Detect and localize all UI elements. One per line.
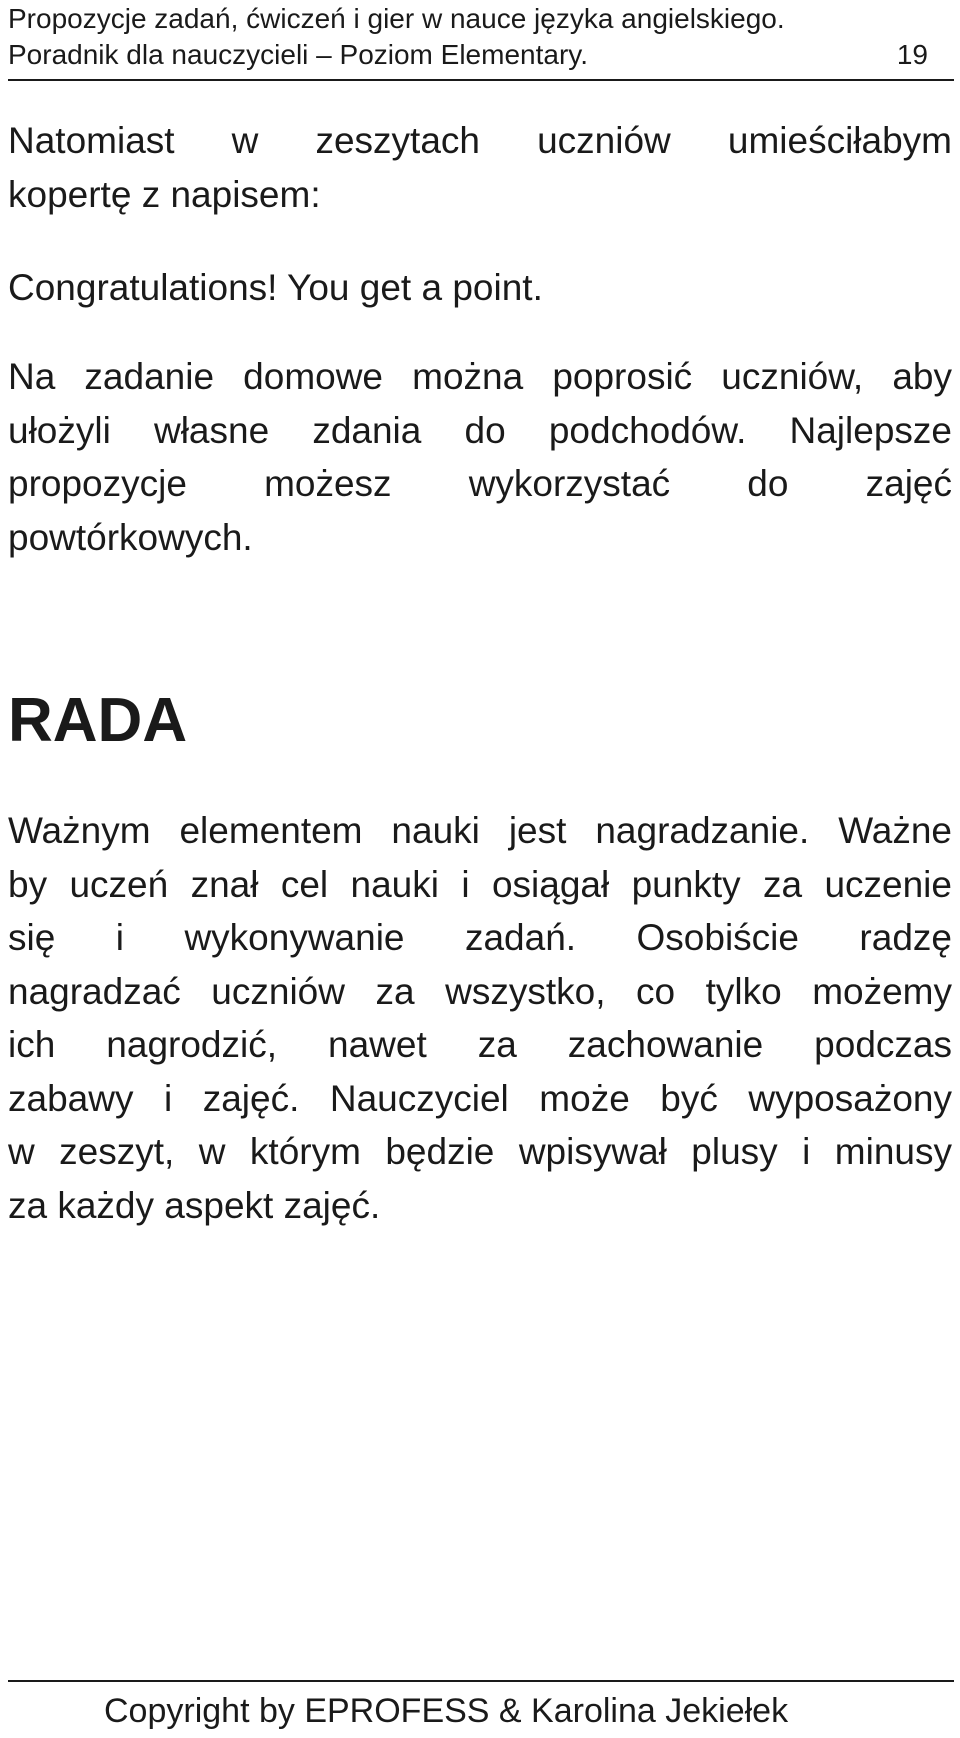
text-line: Congratulations! You get a point. [8,267,543,308]
text-line: za każdy aspekt zajęć. [8,1184,381,1226]
paragraph-congratulations [8,261,952,315]
paragraph-envelope [8,114,952,221]
text-line: propozycje możesz wykorzystać do zajęć [8,463,952,504]
text-line: kopertę z napisem: [8,173,321,215]
text-line: Ważnym elementem nauki jest nagradzanie. Ważne [8,810,952,851]
header-title-line-1: Propozycje zadań, ćwiczeń i gier w nauce języka angielskiego. [8,3,785,34]
text-line: powtórkowych. [8,516,253,558]
page-footer [8,1680,954,1738]
text-line: się i wykonywanie zadań. Osobiście radzę [8,917,952,958]
text-line: ułożyli własne zdania do podchodów. Najlepsze [8,409,952,451]
text-line: nagradzać uczniów za wszystko, co tylko możemy [8,970,952,1012]
text-line: w zeszyt, w którym będzie wpisywał plusy i minusy [8,1131,952,1172]
page-header [8,0,954,81]
paragraph-homework [8,350,952,564]
header-title-line-2: Poradnik dla nauczycieli – Poziom Elementary. [8,39,588,70]
text-line: Na zadanie domowe można poprosić uczniów, aby [8,356,952,397]
paragraph-rada [8,804,952,1232]
text-line: ich nagrodzić, nawet za zachowanie podczas [8,1024,952,1065]
text-line: by uczeń znał cel nauki i osiągał punkty za uczenie [8,863,952,905]
copyright-notice: Copyright by EPROFESS & Karolina Jekiełek [104,1692,789,1730]
text-line: zabawy i zajęć. Nauczyciel może być wyposażony [8,1077,952,1119]
text-line: Natomiast w zeszytach uczniów umieściłabym [8,120,952,161]
page-number: 19 [896,39,928,70]
section-heading-rada: RADA [8,686,188,755]
